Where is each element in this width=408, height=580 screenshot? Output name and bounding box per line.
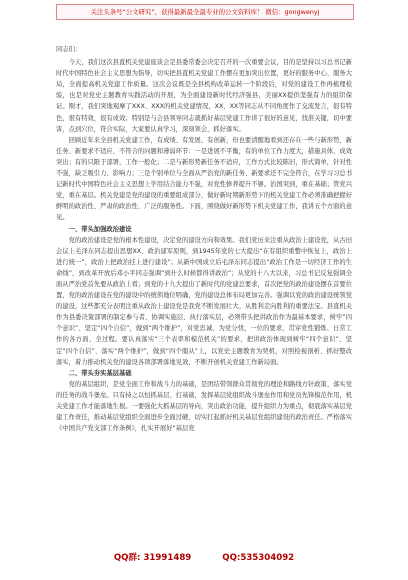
paragraph: 今天，我们这次县直机关党建座谈会是县委常委会决定召开的一次重要会议，目的是坚持以习总书记新时代中国特色社会主义思想为指导，切实把县直机关党建工作摆在更加突出位置，更好的服务中心、服务大局，全面提高机关党建工作质量。这次会议既是全县机构改革运转一个阶段后，对党的建设工作再梳理检验，也是对党史主题教育实践活动的开展，为全面建设新时代经济强县，美丽XX提供坚强有力的组织保证。刚才，我们突地观摩了XXX、XXX的机关党建情况，XX、XX等同志从不同角度作了交流发言，很有特色，很有特效，很有成效；特别是与会县领导同志就抓好基层党建工作讲了很好的意见，找准关键，切中要害，点到穴位，符合实际，大家要认真学习，深刻领会，抓好落实。 (56, 59, 352, 133)
qq-number-text: QQ:535304092 (222, 553, 295, 563)
footer-contact (56, 551, 352, 565)
salutation: 同志们： (56, 46, 82, 53)
paragraph: 党的政治建设是党的根本性建设，决定党的建设方向和效果。我们党历来注重从政治上建设党，从古田会议上毛泽东同志提出思想XX、政治建军原则，到1945年党的七大提出“在有组织重整中恢复上，政治上进行统一”，政治上把政治挂上进行建设”；从新中国成立后毛泽东同志提出“政治工作是一切经济工作的生命线”，到改革开放后邓小平同志强调“到什么时候都得讲政治”；从党的十八大以来，习总书记反复强调全面从严治党首先要从政治上看；到党的十九大提出了新时代的党建总要求，首次把党的政治建设摆在首要位置，党的政治建设在党的建设中的统领地位明确，党的建设总体布局更加完善。强调以党的政治建设统领党的建设，这些都充分表明注重从政治上建设党是我党不断发展壮大、从胜利走向胜利的重要法宝。县直机关作为县委决策部署的制定参与者、协调实施层、执行落实层，必须带头把讲政治作为最基本要求，树牢“四个意识”、坚定“四个自信”，做到“两个维护”，对党忠诚、为党分忧，一位的要求，贯穿党性锻炼、日常工作的各方面、全过程。要认真落实“三个表率和模范机关”的要求，把讲政治体现到树牢“四个意识”、坚定“四个自信”、落实“两个维护”，做到“四个服从”上，以党史主题教育为契机，对照检视剖析、抓好整改落实，着力推动机关党的建设各项部署落地见效，不断开创机关党建工作新局面。 (56, 236, 352, 366)
paragraph: 回顾近年来全县机关党建工作，有成绩、有发展、有创新，但也要清醒地看到还存在一些与新形势、新任务、新要求不适应、不符合的问题和薄弱环节：一是进展不平衡，有的单位工作力度大，措施具体，成效突出；有的只限于部署，工作一般化；二是与新形势新任务不适应，工作方式比较陈旧，形式简单，针对性不强，缺乏吸引力、影响力；三是个别单位与全面从严治党的新任务、新要求还不完全符合，在学习习总书记新时代中国特色社会主义思想上学用结合能力不强，对党性修养提升不够。治国突到，重在基础；管党兴党，重在基层。机关党建是党的建设的重要组成部分，做好新时期新形势下的机关党建工作必须准确把握好鲜明的政治性、严肃的政治性、广泛的服务性。下面，围绕做好新形势下机关党建工作，我讲五个方面的意见。 (56, 136, 352, 222)
qq-group-text: QQ群: 31991489 (113, 553, 192, 563)
paragraph: 党的基层组织，是党全面工作和战斗力的基础，是团结带领群众贯彻党的理论和路线方针政策、落实党的任务的战斗堡垒。只有持之以恒抓基层、打基础，发挥基层党组织战斗堡垒作用和党员先锋模范作用，机关党建工作才能落地生根。一要强化大抓基层的导向，突出政治功能，提升组织力为重点，彻底落实基层党建工作责任，推动基层党组织全面进步全面过硬，切实扛起抓好机关基层党组织建设的政治责任。严格落实《中国共产党支部工作条例》，扎实开展好“基层党 (56, 380, 352, 433)
section-heading: 一、带头加强政治建设 (68, 225, 132, 233)
document-body (56, 44, 352, 434)
header-banner: 关注头条号“公文研究”，获得最新最全最专业的公文资料库！ 微信：gongwenyj (56, 4, 354, 20)
section-heading: 二、带头夯实基层基础 (68, 369, 132, 377)
